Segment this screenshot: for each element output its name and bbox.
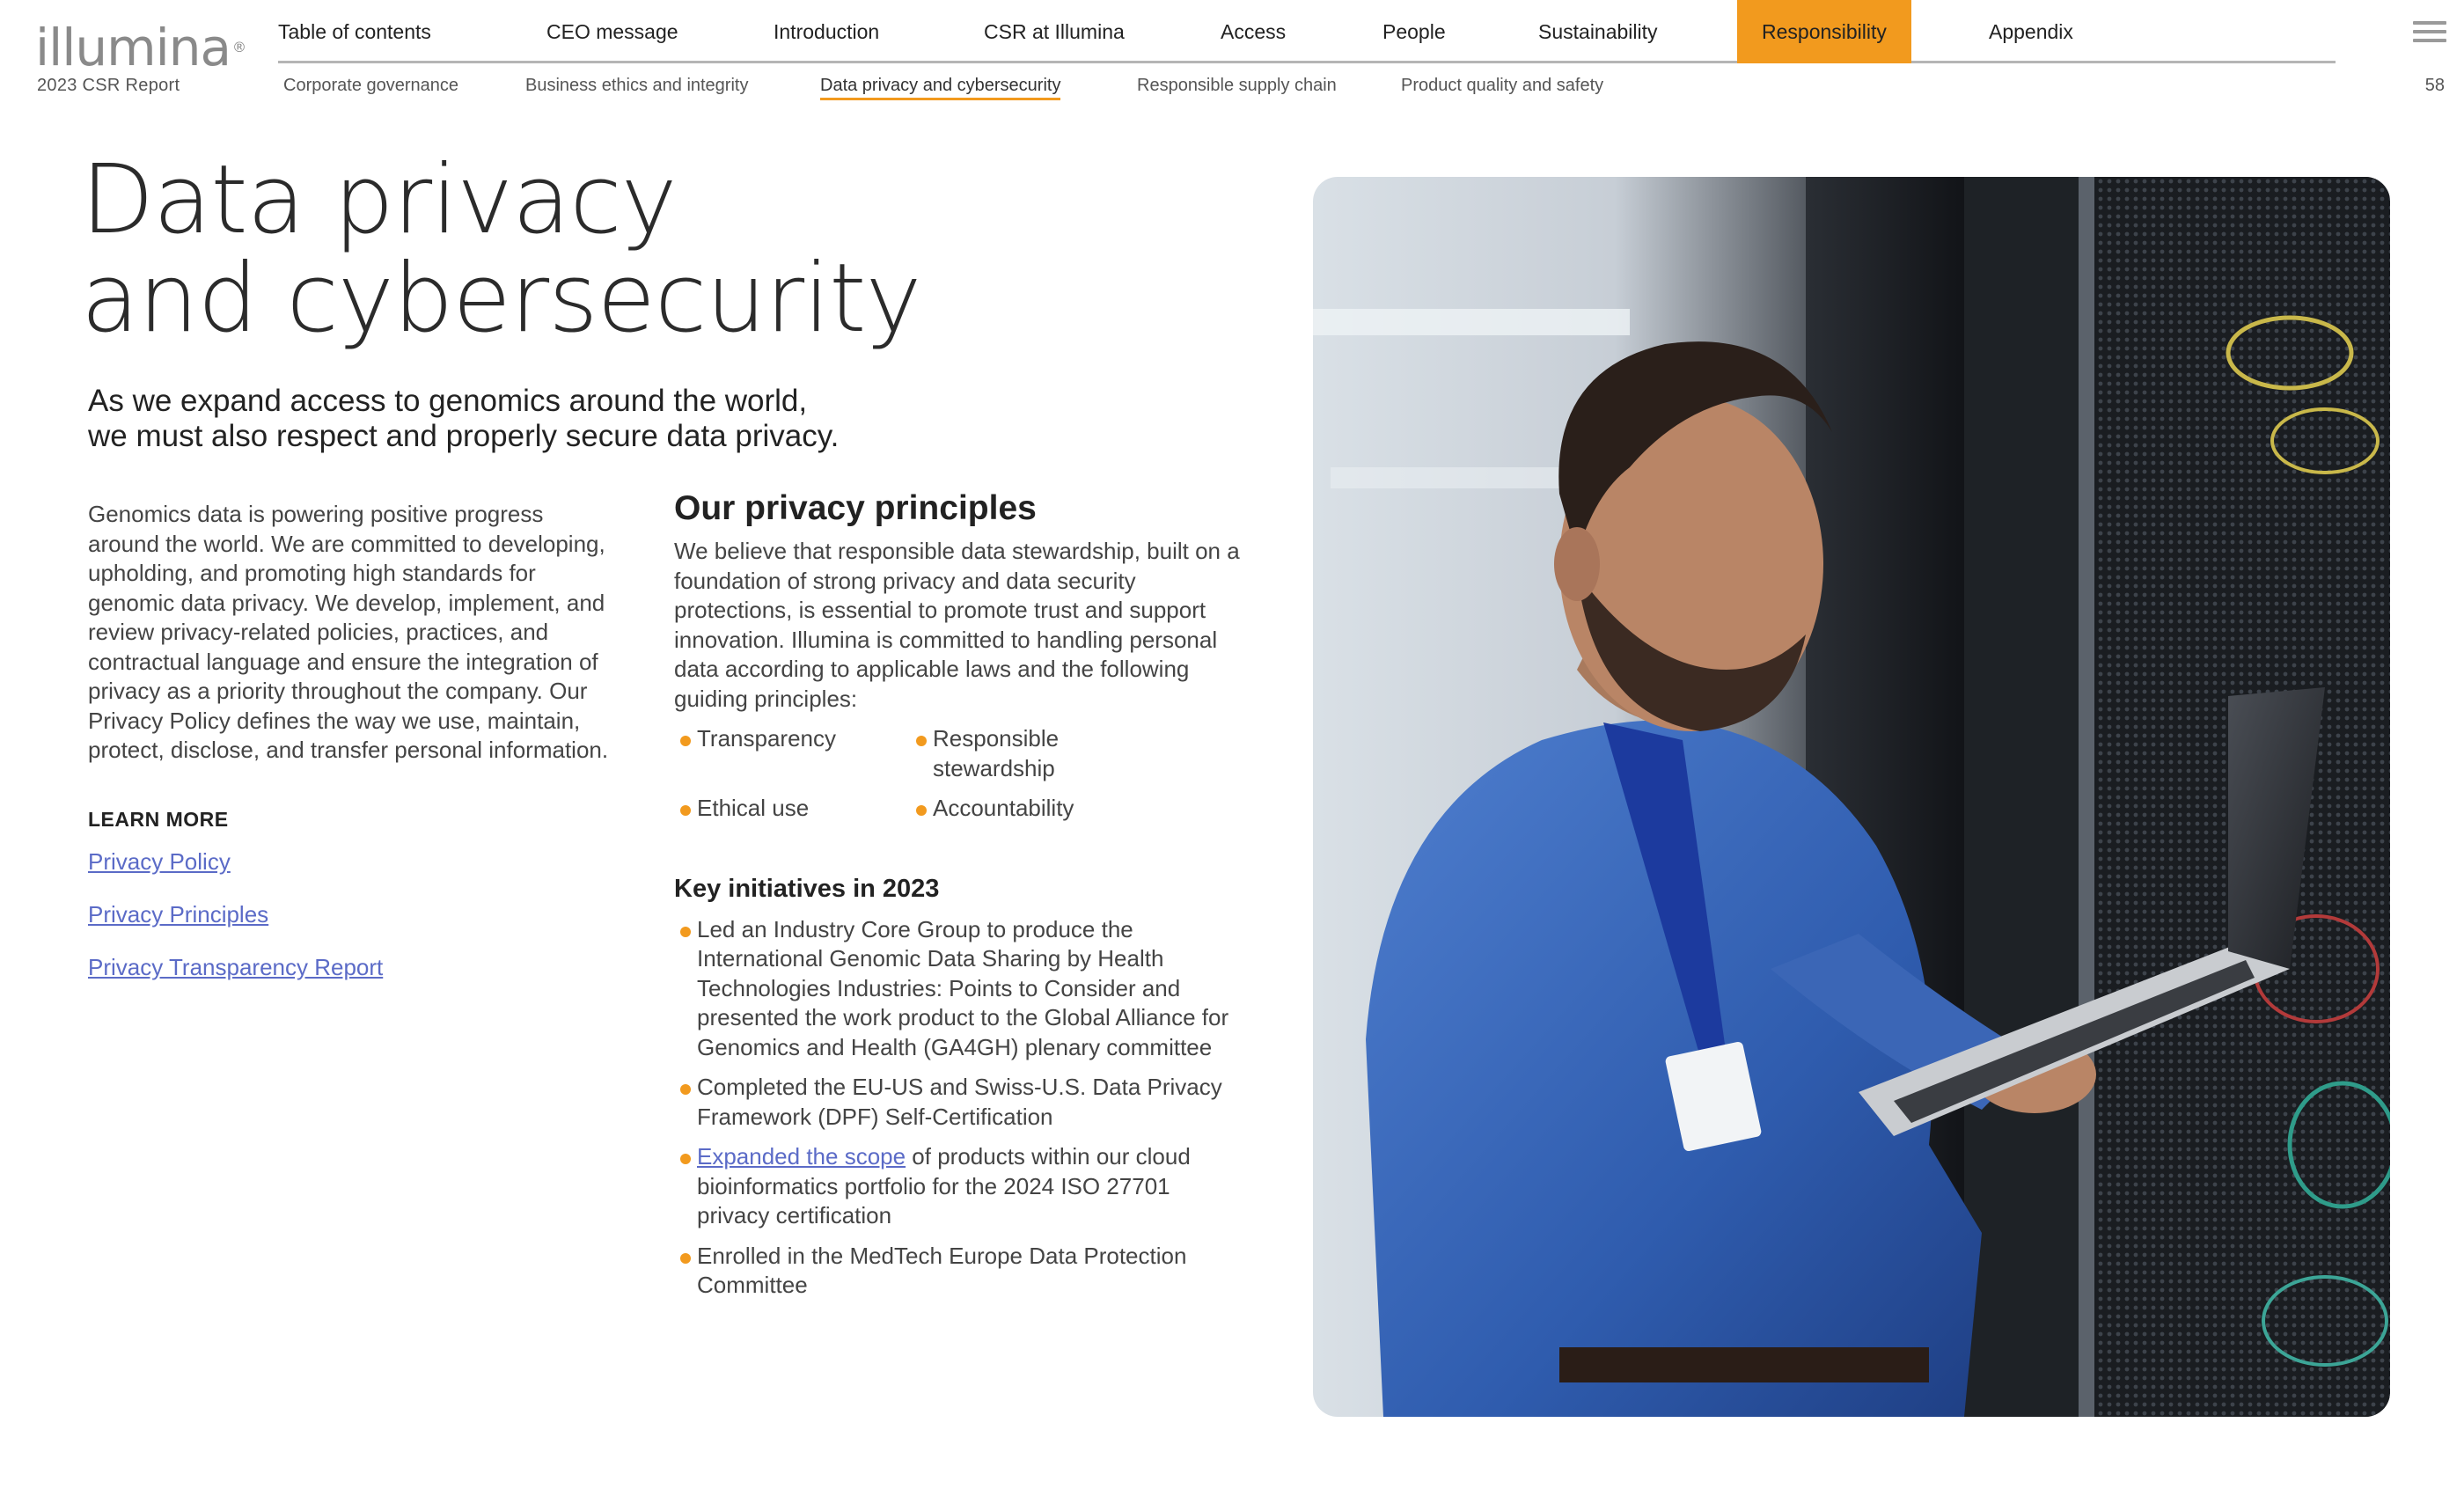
key-initiatives-heading: Key initiatives in 2023 — [674, 874, 940, 903]
expanded-the-scope-link[interactable]: Expanded the scope — [697, 1143, 906, 1170]
title-line-2: and cybersecurity — [81, 244, 921, 354]
subnav-product-quality[interactable]: Product quality and safety — [1401, 76, 1604, 95]
nav-table-of-contents[interactable]: Table of contents — [278, 20, 431, 43]
page-number: 58 — [2424, 76, 2445, 95]
privacy-principles-link[interactable]: Privacy Principles — [88, 900, 269, 928]
learn-more-links — [88, 847, 616, 981]
nav-responsibility[interactable]: Responsibility — [1737, 0, 1911, 63]
engineer-server-room-photo — [1313, 177, 2390, 1417]
nav-ceo-message[interactable]: CEO message — [546, 20, 678, 43]
left-column — [88, 500, 616, 1006]
principle-item: Transparency — [674, 724, 910, 783]
principles-list — [674, 724, 1246, 824]
principles-body-text: We believe that responsible data stewardship, built on a foundation of strong privacy and data security protections, is essential to promote trust and support innovation. Illumina is committed to handling personal data according to applicable laws and the following guiding principles: — [674, 538, 1240, 712]
privacy-transparency-report-link[interactable]: Privacy Transparency Report — [88, 953, 384, 980]
hamburger-menu-icon[interactable] — [2413, 21, 2446, 46]
page-title — [81, 145, 921, 354]
logo-wordmark: illumina ® — [35, 18, 246, 77]
privacy-principles-heading: Our privacy principles — [674, 489, 1037, 527]
intro-line-1: As we expand access to genomics around the world, — [88, 384, 808, 418]
nav-csr-at-illumina[interactable]: CSR at Illumina — [984, 20, 1125, 43]
intro-statement — [88, 384, 1144, 454]
principle-item: Responsible stewardship — [910, 724, 1174, 783]
report-label: 2023 CSR Report — [37, 76, 180, 95]
middle-column — [674, 489, 1246, 1311]
subnav-data-privacy[interactable]: Data privacy and cybersecurity — [820, 76, 1060, 100]
initiative-item: Enrolled in the MedTech Europe Data Protection Committee — [674, 1242, 1246, 1301]
nav-introduction[interactable]: Introduction — [774, 20, 880, 43]
initiative-item — [674, 1142, 1246, 1231]
nav-appendix[interactable]: Appendix — [1989, 20, 2073, 43]
title-line-1: Data privacy — [81, 145, 677, 255]
privacy-body-text: Genomics data is powering positive progress around the world. We are committed to developing, upholding, and promoting high standards for genomic data privacy. We develop, implement, and review privacy-related policies, practices, and contractual language and ensure the integration of privacy as a priority throughout the company. Our Privacy Policy defines the way we use, maintain, protect, disclose, and transfer personal information. — [88, 501, 609, 763]
principle-item: Ethical use — [674, 794, 910, 824]
nav-people[interactable]: People — [1382, 20, 1446, 43]
initiatives-list — [674, 915, 1246, 1301]
subnav-business-ethics[interactable]: Business ethics and integrity — [525, 76, 749, 95]
initiative-item-text: of products within our cloud bioinformatics portfolio for the 2024 ISO 27701 privacy certification — [697, 1143, 1191, 1228]
subnav-corporate-governance[interactable]: Corporate governance — [283, 76, 459, 95]
illumina-logo[interactable] — [35, 19, 246, 76]
initiative-item: Completed the EU-US and Swiss-U.S. Data Privacy Framework (DPF) Self-Certification — [674, 1073, 1246, 1132]
main-nav — [278, 0, 2336, 63]
principle-item: Accountability — [910, 794, 1174, 824]
intro-line-2: we must also respect and properly secure data privacy. — [88, 419, 840, 453]
subnav-responsible-supply-chain[interactable]: Responsible supply chain — [1137, 76, 1337, 95]
nav-access[interactable]: Access — [1221, 20, 1287, 43]
initiative-item: Led an Industry Core Group to produce the International Genomic Data Sharing by Health Technologies Industries: Points to Consider and presented the work product to the Global Alliance for Genomics and Health (GA4GH) plenary committee — [674, 915, 1246, 1063]
privacy-policy-link[interactable]: Privacy Policy — [88, 847, 231, 875]
nav-sustainability[interactable]: Sustainability — [1538, 20, 1658, 43]
learn-more-label: LEARN MORE — [88, 807, 229, 831]
